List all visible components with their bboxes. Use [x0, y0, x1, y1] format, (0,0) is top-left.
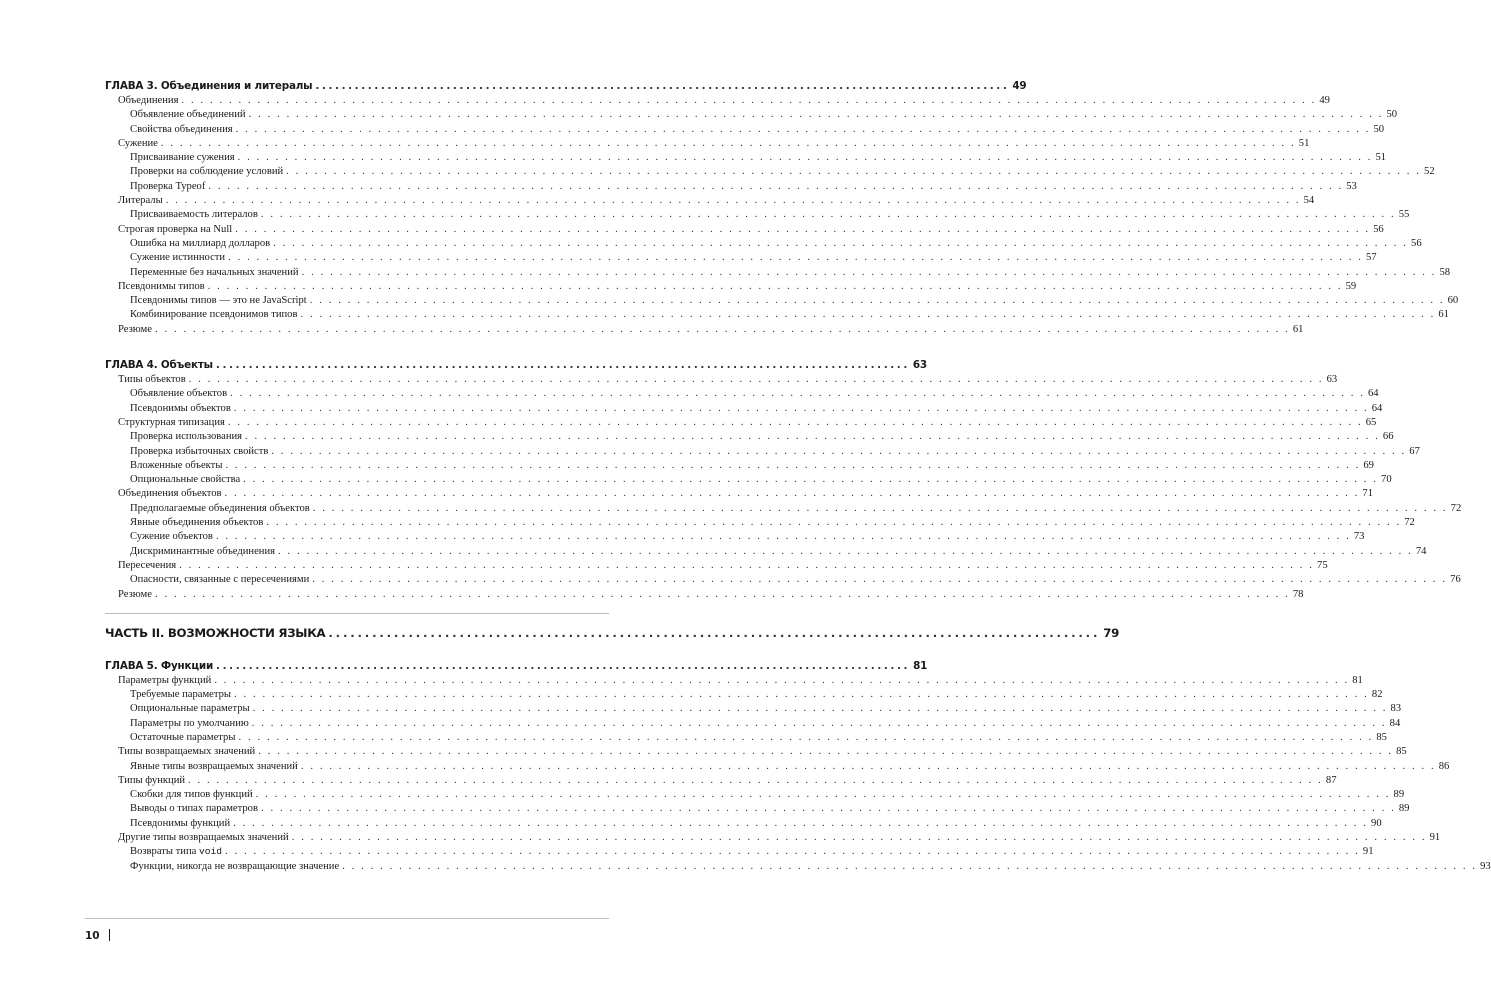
toc-entry[interactable] [105, 180, 1357, 194]
entry-page: 74 [1415, 545, 1427, 557]
entry-title [130, 817, 230, 831]
entry-text: Структурная типизация [118, 416, 225, 428]
entry-page: 72 [1450, 502, 1462, 514]
leader-dots: . . . . . . . . . . . . . . . . . . . . . . . . . . . . . . . . . . . . . . . . . . . . . . . . . . . . . . . . . . . . . . . . . . . . . . . . . . . . . . . . . . . . . . . . . . . . . . . . . . . . . . . . . . . . . . . . . . . . . . . . [238, 731, 1374, 743]
entry-text: Опциональные параметры [130, 703, 250, 715]
part-title: ЧАСТЬ II. ВОЗМОЖНОСТИ ЯЗЫКА [105, 625, 326, 640]
entry-page: 89 [1398, 803, 1410, 815]
entry-text: Сужение [118, 137, 158, 149]
chapter-heading[interactable] [105, 79, 1027, 94]
leader-dots: . . . . . . . . . . . . . . . . . . . . . . . . . . . . . . . . . . . . . . . . . . . . . . . . . . . . . . . . . . . . . . . . . . . . . . . . . . . . . . . . . . . . . . . . . . . . . . . . . . . . . . . . . . . . . . . . . . . . . . . . [227, 416, 1363, 428]
leader-dots: . . . . . . . . . . . . . . . . . . . . . . . . . . . . . . . . . . . . . . . . . . . . . . . . . . . . . . . . . . . . . . . . . . . . . . . . . . . . . . . . . . . . . . . . . . . . . . . . . . . . . . . . . . . . . . . . . . . . . . . . [179, 559, 1315, 571]
leader-dots: . . . . . . . . . . . . . . . . . . . . . . . . . . . . . . . . . . . . . . . . . . . . . . . . . . . . . . . . . . . . . . . . . . . . . . . . . . . . . . . . . . . . . . . . . . . . . . . . . . . . . . . . . . . . . . . . . . . . . . . . [251, 717, 1387, 729]
entry-text: Опасности, связанные с пересечениями [130, 574, 310, 586]
entry-text: Дискриминантные объединения [130, 545, 275, 557]
entry-title [130, 208, 258, 222]
leader-dots: . . . . . . . . . . . . . . . . . . . . . . . . . . . . . . . . . . . . . . . . . . . . . . . . . . . . . . . . . . . . . . . . . . . . . . . . . . . . . . . . . . . . . . . . . . . . . . . . . . . . . . . . . . . . . . . . . . . . . . . . [301, 266, 1437, 278]
leader-dots: . . . . . . . . . . . . . . . . . . . . . . . . . . . . . . . . . . . . . . . . . . . . . . . . . . . . . . . . . . . . . . . . . . . . . . . . . . . . . . . . . . . . . . . . . . . . . . . . . . . . . . . . . . . . . . . . . . . . . . . . [255, 789, 1391, 801]
chapter-entries [105, 373, 1462, 602]
entry-text: Функции, никогда не возвращающие значение [130, 860, 340, 872]
leader-dots: . . . . . . . . . . . . . . . . . . . . . . . . . . . . . . . . . . . . . . . . . . . . . . . . . . . . . . . . . . . . . . . . . . . . . . . . . . . . . . . . . . . . . . . . . . . . . . . . . . . . . . . . . . . . . . . . . . . . . . . . [291, 832, 1427, 844]
entry-text: Объединения объектов [118, 488, 222, 500]
entry-page: 87 [1325, 774, 1337, 786]
entry-page: 65 [1365, 416, 1377, 428]
entry-title [130, 530, 213, 544]
entry-text: Объединения [118, 95, 179, 106]
toc-entry[interactable] [105, 223, 1384, 237]
leader-dots: . . . . . . . . . . . . . . . . . . . . . . . . . . . . . . . . . . . . . . . . . . . . . . . . . . . . . . . . . . . . . . . . . . . . . . . . . . . . . . . . . . . . . . . . . . . . . . . . . . . . . . . . . . . . . . . . . . . . . . . . [243, 474, 1379, 486]
entry-text: Свойства объединения [130, 123, 233, 135]
entry-page: 89 [1393, 789, 1405, 801]
entry-text: Псевдонимы объектов [130, 402, 231, 414]
entry-text: Вложенные объекты [130, 459, 223, 471]
leader-dots: . . . . . . . . . . . . . . . . . . . . . . . . . . . . . . . . . . . . . . . . . . . . . . . . . . . . . . . . . . . . . . . . . . . . . . . . . . . . . . . . . . . . . . . . . . . . . . . . . . . . . . . . . . . . . . . . . . . . . . . . [215, 531, 1351, 543]
entry-text: Предполагаемые объединения объектов [130, 502, 310, 514]
leader-dots: . . . . . . . . . . . . . . . . . . . . . . . . . . . . . . . . . . . . . . . . . . . . . . . . . . . . . . . . . . . . . . . . . . . . . . . . . . . . . . . . . . . . . . . . . . . . . . . . . . . . . . . . . . . . . . . . . . . . . . . . [233, 402, 1369, 414]
leader-dots: . . . . . . . . . . . . . . . . . . . . . . . . . . . . . . . . . . . . . . . . . . . . . . . . . . . . . . . . . . . . . . . . . . . . . . . . . . . . . . . . . . . . . . . . . . . . . . . . . . . . . . . . . . . . . . . . . . . . . . . . [271, 445, 1407, 457]
toc-entry[interactable] [105, 817, 1382, 831]
chapter-title: ГЛАВА 3. Объединения и литералы [105, 80, 313, 92]
entry-page: 49 [1319, 95, 1330, 106]
leader-dots: . . . . . . . . . . . . . . . . . . . . . . . . . . . . . . . . . . . . . . . . . . . . . . . . . . . . . . . . . . . . . . . . . . . . . . . . . . . . . . . . . . . . . . . . . . . . . . . . . . . . . . . . . . . . . . . . . . . . . . . . [207, 280, 1343, 292]
entry-text: Псевдонимы типов [118, 280, 205, 292]
entry-page: 55 [1398, 209, 1410, 221]
leader-dots: . . . . . . . . . . . . . . . . . . . . . . . . . . . . . . . . . . . . . . . . . . . . . . . . . . . . . . . . . . . . . . . . . . . . . . . . . . . . . . . . . . . . . . . . . . . . . . . . . . . . . . . . . . . . . . . . . . . . . . . . [312, 502, 1448, 514]
leader-dots: . . . . . . . . . . . . . . . . . . . . . . . . . . . . . . . . . . . . . . . . . . . . . . . . . . . . . . . . . . . . . . . . . . . . . . . . . . . . . . . . . . . . . . . . . . . . . . . . . . . . . . . . . . . . . . . . . . . . . . . . [300, 309, 1436, 321]
entry-page: 64 [1367, 388, 1379, 400]
leader-dots: . . . . . . . . . . . . . . . . . . . . . . . . . . . . . . . . . . . . . . . . . . . . . . . . . . . . . . . . . . . . . . . . . . . . . . . . . . . . . . . . . . . . . . . . . . . . . . . . . . . . . . . . . . . . . . . . . . . . . . . . [258, 746, 1394, 758]
toc-entry[interactable] [105, 151, 1387, 165]
chapter-entries [105, 94, 1459, 337]
entry-title [130, 688, 231, 702]
leader-dots: . . . . . . . . . . . . . . . . . . . . . . . . . . . . . . . . . . . . . . . . . . . . . . . . . . . . . . . . . . . . . . . . . . . . . . . . . . . . . . . . . . . . . . . . . . . . . . . . . . . . . . . . . . . . . . . . . . . . . . . . [245, 431, 1380, 443]
chapter-page: 49 [1012, 80, 1027, 92]
entry-title [130, 294, 307, 308]
entry-title [130, 788, 253, 802]
entry-page: 64 [1371, 402, 1383, 414]
toc-entry[interactable] [105, 308, 1449, 322]
entry-page: 51 [1375, 152, 1387, 164]
entry-title [130, 180, 205, 194]
entry-code: void [199, 846, 223, 858]
entry-title [130, 123, 233, 137]
entry-page: 85 [1396, 746, 1407, 758]
leader-dots: . . . . . . . . . . . . . . . . . . . . . . . . . . . . . . . . . . . . . . . . . . . . . . . . . . . . . . . . . . . . . . . . . . . . . . . . . . . . . . . . . . . . . . . . . . . . . . . . . . . . . . . . . . . . . . . . . . . . . . . . [235, 223, 1371, 235]
toc-entry[interactable] [105, 402, 1383, 416]
leader-dots: .......................................................................................................... [215, 359, 910, 372]
chapter-page: 81 [913, 659, 928, 672]
toc-entry[interactable] [105, 473, 1392, 487]
entry-text: Сужение истинности [130, 252, 226, 264]
leader-dots: . . . . . . . . . . . . . . . . . . . . . . . . . . . . . . . . . . . . . . . . . . . . . . . . . . . . . . . . . . . . . . . . . . . . . . . . . . . . . . . . . . . . . . . . . . . . . . . . . . . . . . . . . . . . . . . . . . . . . . . . [312, 574, 1448, 586]
entry-text: Параметры по умолчанию [130, 717, 249, 729]
entry-page: 72 [1404, 517, 1415, 529]
toc-entry[interactable] [105, 745, 1407, 759]
entry-title [130, 473, 240, 487]
entry-text: Резюме [118, 588, 152, 600]
toc-entry[interactable] [105, 445, 1420, 459]
entry-page: 91 [1429, 832, 1441, 844]
leader-dots: . . . . . . . . . . . . . . . . . . . . . . . . . . . . . . . . . . . . . . . . . . . . . . . . . . . . . . . . . . . . . . . . . . . . . . . . . . . . . . . . . . . . . . . . . . . . . . . . . . . . . . . . . . . . . . . . . . . . . . . . [165, 195, 1301, 207]
entry-title [130, 731, 235, 745]
entry-text: Типы объектов [118, 374, 186, 386]
entry-text: Литералы [118, 195, 163, 207]
entry-page: 57 [1365, 252, 1377, 264]
entry-title [118, 774, 185, 788]
part-page: 79 [1103, 625, 1120, 640]
entry-title [130, 702, 250, 716]
entry-title [118, 831, 289, 845]
leader-dots: . . . . . . . . . . . . . . . . . . . . . . . . . . . . . . . . . . . . . . . . . . . . . . . . . . . . . . . . . . . . . . . . . . . . . . . . . . . . . . . . . . . . . . . . . . . . . . . . . . . . . . . . . . . . . . . . . . . . . . . . [224, 488, 1360, 500]
leader-dots: . . . . . . . . . . . . . . . . . . . . . . . . . . . . . . . . . . . . . . . . . . . . . . . . . . . . . . . . . . . . . . . . . . . . . . . . . . . . . . . . . . . . . . . . . . . . . . . . . . . . . . . . . . . . . . . . . . . . . . . . [154, 588, 1290, 600]
entry-page: 56 [1373, 223, 1384, 235]
toc-entry[interactable] [105, 845, 1374, 859]
leader-dots: . . . . . . . . . . . . . . . . . . . . . . . . . . . . . . . . . . . . . . . . . . . . . . . . . . . . . . . . . . . . . . . . . . . . . . . . . . . . . . . . . . . . . . . . . . . . . . . . . . . . . . . . . . . . . . . . . . . . . . . . [266, 517, 1402, 529]
toc-entry[interactable] [105, 237, 1422, 251]
footer-divider [85, 918, 609, 919]
toc-entry[interactable] [105, 387, 1379, 401]
entry-title [118, 745, 255, 759]
leader-dots: . . . . . . . . . . . . . . . . . . . . . . . . . . . . . . . . . . . . . . . . . . . . . . . . . . . . . . . . . . . . . . . . . . . . . . . . . . . . . . . . . . . . . . . . . . . . . . . . . . . . . . . . . . . . . . . . . . . . . . . . [260, 209, 1396, 221]
entry-title [130, 108, 246, 122]
entry-title [130, 402, 231, 416]
page-footer [85, 929, 110, 942]
entry-title [130, 502, 310, 516]
toc-entry[interactable] [105, 573, 1461, 587]
entry-title [130, 860, 339, 874]
entry-page: 85 [1376, 731, 1387, 743]
entry-title [130, 266, 299, 280]
chapter-heading[interactable] [105, 358, 927, 373]
entry-page: 50 [1373, 123, 1385, 135]
entry-title [118, 588, 152, 602]
entry-page: 90 [1371, 817, 1382, 829]
leader-dots: . . . . . . . . . . . . . . . . . . . . . . . . . . . . . . . . . . . . . . . . . . . . . . . . . . . . . . . . . . . . . . . . . . . . . . . . . . . . . . . . . . . . . . . . . . . . . . . . . . . . . . . . . . . . . . . . . . . . . . . . [208, 180, 1344, 192]
toc-entry[interactable] [105, 416, 1377, 430]
entry-page: 60 [1447, 295, 1459, 307]
entry-text: Требуемые параметры [130, 689, 232, 701]
entry-text: Другие типы возвращаемых значений [118, 832, 289, 844]
toc-entry[interactable] [105, 373, 1338, 387]
entry-text: Строгая проверка на Null [118, 223, 233, 235]
entry-page: 69 [1363, 459, 1374, 471]
entry-text: Резюме [118, 323, 152, 335]
entry-text: Проверка избыточных свойств [130, 445, 269, 457]
leader-dots: . . . . . . . . . . . . . . . . . . . . . . . . . . . . . . . . . . . . . . . . . . . . . . . . . . . . . . . . . . . . . . . . . . . . . . . . . . . . . . . . . . . . . . . . . . . . . . . . . . . . . . . . . . . . . . . . . . . . . . . . [273, 237, 1409, 249]
toc-entry[interactable] [105, 208, 1410, 222]
toc-entry[interactable] [105, 502, 1462, 516]
leader-dots: . . . . . . . . . . . . . . . . . . . . . . . . . . . . . . . . . . . . . . . . . . . . . . . . . . . . . . . . . . . . . . . . . . . . . . . . . . . . . . . . . . . . . . . . . . . . . . . . . . . . . . . . . . . . . . . . . . . . . . . . [252, 703, 1388, 715]
entry-text: Возвраты типа [130, 846, 197, 858]
toc-entry[interactable] [105, 430, 1394, 444]
entry-page: 86 [1438, 760, 1450, 772]
entry-page: 67 [1409, 445, 1420, 457]
entry-page: 59 [1345, 280, 1357, 292]
entry-page: 82 [1371, 689, 1383, 701]
entry-page: 73 [1353, 531, 1365, 543]
entry-title [118, 94, 178, 108]
entry-text: Переменные без начальных значений [130, 266, 299, 278]
entry-page: 91 [1362, 846, 1374, 858]
entry-text: Опциональные свойства [130, 474, 241, 486]
entry-title [118, 223, 232, 237]
entry-page: 54 [1303, 195, 1315, 207]
leader-dots: . . . . . . . . . . . . . . . . . . . . . . . . . . . . . . . . . . . . . . . . . . . . . . . . . . . . . . . . . . . . . . . . . . . . . . . . . . . . . . . . . . . . . . . . . . . . . . . . . . . . . . . . . . . . . . . . . . . . . . . . [233, 817, 1369, 829]
entry-text: Явные объединения объектов [130, 517, 264, 529]
toc-entry[interactable] [105, 165, 1435, 179]
entry-page: 50 [1386, 109, 1398, 121]
entry-text: Пересечения [118, 559, 177, 571]
entry-page: 51 [1298, 137, 1310, 149]
entry-page: 83 [1390, 703, 1402, 715]
entry-title [130, 717, 249, 731]
part-divider [105, 613, 609, 614]
toc-entry[interactable] [105, 717, 1401, 731]
leader-dots: . . . . . . . . . . . . . . . . . . . . . . . . . . . . . . . . . . . . . . . . . . . . . . . . . . . . . . . . . . . . . . . . . . . . . . . . . . . . . . . . . . . . . . . . . . . . . . . . . . . . . . . . . . . . . . . . . . . . . . . . [234, 689, 1369, 701]
entry-text: Сужение объектов [130, 531, 213, 543]
toc-entry[interactable] [105, 674, 1363, 688]
leader-dots: . . . . . . . . . . . . . . . . . . . . . . . . . . . . . . . . . . . . . . . . . . . . . . . . . . . . . . . . . . . . . . . . . . . . . . . . . . . . . . . . . . . . . . . . . . . . . . . . . . . . . . . . . . . . . . . . . . . . . . . . [309, 295, 1445, 307]
entry-title [118, 674, 211, 688]
entry-page: 52 [1424, 166, 1435, 178]
leader-dots: . . . . . . . . . . . . . . . . . . . . . . . . . . . . . . . . . . . . . . . . . . . . . . . . . . . . . . . . . . . . . . . . . . . . . . . . . . . . . . . . . . . . . . . . . . . . . . . . . . . . . . . . . . . . . . . . . . . . . . . . [286, 166, 1422, 178]
toc-entry[interactable] [105, 251, 1377, 265]
entry-title [130, 545, 275, 559]
toc-entry[interactable] [105, 731, 1387, 745]
leader-dots: . . . . . . . . . . . . . . . . . . . . . . . . . . . . . . . . . . . . . . . . . . . . . . . . . . . . . . . . . . . . . . . . . . . . . . . . . . . . . . . . . . . . . . . . . . . . . . . . . . . . . . . . . . . . . . . . . . . . . . . . [300, 760, 1436, 772]
entry-title [118, 416, 225, 430]
entry-text: Остаточные параметры [130, 731, 236, 743]
toc-entry[interactable] [105, 280, 1357, 294]
leader-dots: . . . . . . . . . . . . . . . . . . . . . . . . . . . . . . . . . . . . . . . . . . . . . . . . . . . . . . . . . . . . . . . . . . . . . . . . . . . . . . . . . . . . . . . . . . . . . . . . . . . . . . . . . . . . . . . . . . . . . . . . [225, 846, 1360, 858]
entry-title [130, 165, 283, 179]
leader-dots: .......................................................................................................... [328, 625, 1101, 640]
toc-entry[interactable] [105, 545, 1427, 559]
entry-title [130, 802, 258, 816]
leader-dots: . . . . . . . . . . . . . . . . . . . . . . . . . . . . . . . . . . . . . . . . . . . . . . . . . . . . . . . . . . . . . . . . . . . . . . . . . . . . . . . . . . . . . . . . . . . . . . . . . . . . . . . . . . . . . . . . . . . . . . . . [181, 95, 1317, 106]
entry-page: 76 [1450, 574, 1461, 586]
entry-page: 71 [1362, 488, 1373, 500]
entry-page: 61 [1292, 323, 1304, 335]
entry-text: Присваиваемость литералов [130, 209, 258, 221]
entry-page: 53 [1346, 180, 1357, 192]
entry-text: Ошибка на миллиард долларов [130, 237, 271, 249]
toc-entry[interactable] [105, 194, 1315, 208]
entry-text: Псевдонимы типов — это не JavaScript [130, 295, 307, 307]
entry-title [130, 308, 297, 322]
entry-text: Явные типы возвращаемых значений [130, 760, 298, 772]
entry-text: Проверка Typeof [130, 180, 206, 192]
entry-title [130, 516, 263, 530]
entry-text: Объявление объектов [130, 388, 228, 400]
entry-title [130, 387, 227, 401]
page-number: 10 [85, 930, 100, 942]
entry-title [130, 459, 222, 473]
entry-page: 84 [1389, 717, 1401, 729]
chapter-entries [105, 674, 1491, 874]
entry-page: 81 [1352, 674, 1363, 686]
toc-entry[interactable] [105, 802, 1410, 816]
toc-entry[interactable] [105, 774, 1337, 788]
entry-title [130, 430, 242, 444]
toc-entry[interactable] [105, 108, 1398, 122]
toc-entry[interactable] [105, 94, 1330, 108]
toc-entry[interactable] [105, 294, 1459, 308]
part-heading[interactable] [105, 624, 1120, 642]
entry-title [118, 487, 222, 501]
toc-entry[interactable] [105, 516, 1415, 530]
entry-title [130, 573, 309, 587]
entry-title [118, 280, 205, 294]
entry-title [130, 237, 270, 251]
leader-dots: . . . . . . . . . . . . . . . . . . . . . . . . . . . . . . . . . . . . . . . . . . . . . . . . . . . . . . . . . . . . . . . . . . . . . . . . . . . . . . . . . . . . . . . . . . . . . . . . . . . . . . . . . . . . . . . . . . . . . . . . [260, 803, 1396, 815]
leader-dots: . . . . . . . . . . . . . . . . . . . . . . . . . . . . . . . . . . . . . . . . . . . . . . . . . . . . . . . . . . . . . . . . . . . . . . . . . . . . . . . . . . . . . . . . . . . . . . . . . . . . . . . . . . . . . . . . . . . . . . . . [228, 252, 1363, 264]
toc-entry[interactable] [105, 831, 1441, 845]
entry-title [118, 373, 186, 387]
entry-text: Псевдонимы функций [130, 817, 231, 829]
entry-page: 66 [1382, 431, 1394, 443]
entry-page: 61 [1438, 309, 1449, 321]
entry-page: 70 [1381, 474, 1392, 486]
entry-page: 93 [1480, 860, 1491, 872]
chapter-heading[interactable] [105, 659, 928, 674]
leader-dots: . . . . . . . . . . . . . . . . . . . . . . . . . . . . . . . . . . . . . . . . . . . . . . . . . . . . . . . . . . . . . . . . . . . . . . . . . . . . . . . . . . . . . . . . . . . . . . . . . . . . . . . . . . . . . . . . . . . . . . . . [154, 323, 1290, 335]
entry-page: 75 [1317, 559, 1328, 571]
toc-entry[interactable] [105, 266, 1451, 280]
leader-dots: . . . . . . . . . . . . . . . . . . . . . . . . . . . . . . . . . . . . . . . . . . . . . . . . . . . . . . . . . . . . . . . . . . . . . . . . . . . . . . . . . . . . . . . . . . . . . . . . . . . . . . . . . . . . . . . . . . . . . . . . [214, 674, 1350, 686]
entry-text: Комбинирование псевдонимов типов [130, 309, 298, 321]
leader-dots: . . . . . . . . . . . . . . . . . . . . . . . . . . . . . . . . . . . . . . . . . . . . . . . . . . . . . . . . . . . . . . . . . . . . . . . . . . . . . . . . . . . . . . . . . . . . . . . . . . . . . . . . . . . . . . . . . . . . . . . . [278, 545, 1413, 557]
entry-title [118, 137, 158, 151]
chapter-title: ГЛАВА 5. Функции [105, 659, 214, 672]
leader-dots: . . . . . . . . . . . . . . . . . . . . . . . . . . . . . . . . . . . . . . . . . . . . . . . . . . . . . . . . . . . . . . . . . . . . . . . . . . . . . . . . . . . . . . . . . . . . . . . . . . . . . . . . . . . . . . . . . . . . . . . . [188, 374, 1324, 386]
entry-text: Выводы о типах параметров [130, 803, 258, 815]
leader-dots: . . . . . . . . . . . . . . . . . . . . . . . . . . . . . . . . . . . . . . . . . . . . . . . . . . . . . . . . . . . . . . . . . . . . . . . . . . . . . . . . . . . . . . . . . . . . . . . . . . . . . . . . . . . . . . . . . . . . . . . . [230, 388, 1365, 400]
entry-title [130, 845, 222, 859]
toc-entry[interactable] [105, 688, 1383, 702]
leader-dots: .......................................................................................................... [315, 80, 1010, 92]
entry-title [118, 323, 152, 337]
leader-dots: . . . . . . . . . . . . . . . . . . . . . . . . . . . . . . . . . . . . . . . . . . . . . . . . . . . . . . . . . . . . . . . . . . . . . . . . . . . . . . . . . . . . . . . . . . . . . . . . . . . . . . . . . . . . . . . . . . . . . . . . [342, 860, 1478, 872]
entry-text: Проверка использования [130, 431, 243, 443]
entry-page: 56 [1411, 237, 1422, 249]
leader-dots: . . . . . . . . . . . . . . . . . . . . . . . . . . . . . . . . . . . . . . . . . . . . . . . . . . . . . . . . . . . . . . . . . . . . . . . . . . . . . . . . . . . . . . . . . . . . . . . . . . . . . . . . . . . . . . . . . . . . . . . . [160, 137, 1296, 149]
toc-entry[interactable] [105, 530, 1365, 544]
footer-bar [109, 929, 110, 941]
toc-entry[interactable] [105, 487, 1373, 501]
entry-title [130, 151, 235, 165]
toc-entry[interactable] [105, 123, 1385, 137]
toc-entry[interactable] [105, 323, 1304, 337]
chapter-title: ГЛАВА 4. Объекты [105, 359, 213, 372]
entry-page: 63 [1326, 374, 1338, 386]
leader-dots: . . . . . . . . . . . . . . . . . . . . . . . . . . . . . . . . . . . . . . . . . . . . . . . . . . . . . . . . . . . . . . . . . . . . . . . . . . . . . . . . . . . . . . . . . . . . . . . . . . . . . . . . . . . . . . . . . . . . . . . . [248, 109, 1384, 121]
table-of-contents [105, 79, 1491, 874]
entry-text: Присваивание сужения [130, 152, 235, 164]
entry-title [130, 445, 268, 459]
entry-title [130, 760, 298, 774]
toc-entry[interactable] [105, 459, 1374, 473]
entry-text: Проверки на соблюдение условий [130, 166, 284, 178]
leader-dots: . . . . . . . . . . . . . . . . . . . . . . . . . . . . . . . . . . . . . . . . . . . . . . . . . . . . . . . . . . . . . . . . . . . . . . . . . . . . . . . . . . . . . . . . . . . . . . . . . . . . . . . . . . . . . . . . . . . . . . . . [235, 123, 1371, 135]
entry-text: Объявление объединений [130, 109, 246, 121]
entry-title [118, 194, 163, 208]
entry-title [118, 559, 176, 573]
entry-title [130, 251, 225, 265]
chapter-page: 63 [912, 359, 927, 372]
leader-dots: . . . . . . . . . . . . . . . . . . . . . . . . . . . . . . . . . . . . . . . . . . . . . . . . . . . . . . . . . . . . . . . . . . . . . . . . . . . . . . . . . . . . . . . . . . . . . . . . . . . . . . . . . . . . . . . . . . . . . . . . [225, 459, 1361, 471]
leader-dots: . . . . . . . . . . . . . . . . . . . . . . . . . . . . . . . . . . . . . . . . . . . . . . . . . . . . . . . . . . . . . . . . . . . . . . . . . . . . . . . . . . . . . . . . . . . . . . . . . . . . . . . . . . . . . . . . . . . . . . . . [237, 152, 1373, 164]
entry-text: Параметры функций [118, 674, 212, 686]
entry-text: Скобки для типов функций [130, 789, 253, 801]
entry-text: Типы возвращаемых значений [118, 746, 256, 758]
leader-dots: . . . . . . . . . . . . . . . . . . . . . . . . . . . . . . . . . . . . . . . . . . . . . . . . . . . . . . . . . . . . . . . . . . . . . . . . . . . . . . . . . . . . . . . . . . . . . . . . . . . . . . . . . . . . . . . . . . . . . . . . [188, 774, 1323, 786]
entry-text: Типы функций [118, 774, 186, 786]
leader-dots: .......................................................................................................... [216, 659, 911, 672]
entry-page: 58 [1439, 266, 1451, 278]
toc-entry[interactable] [105, 588, 1304, 602]
toc-entry[interactable] [105, 760, 1450, 774]
toc-entry[interactable] [105, 788, 1405, 802]
entry-page: 78 [1292, 588, 1304, 600]
toc-entry[interactable] [105, 860, 1491, 874]
toc-entry[interactable] [105, 559, 1328, 573]
toc-entry[interactable] [105, 702, 1402, 716]
toc-entry[interactable] [105, 137, 1310, 151]
